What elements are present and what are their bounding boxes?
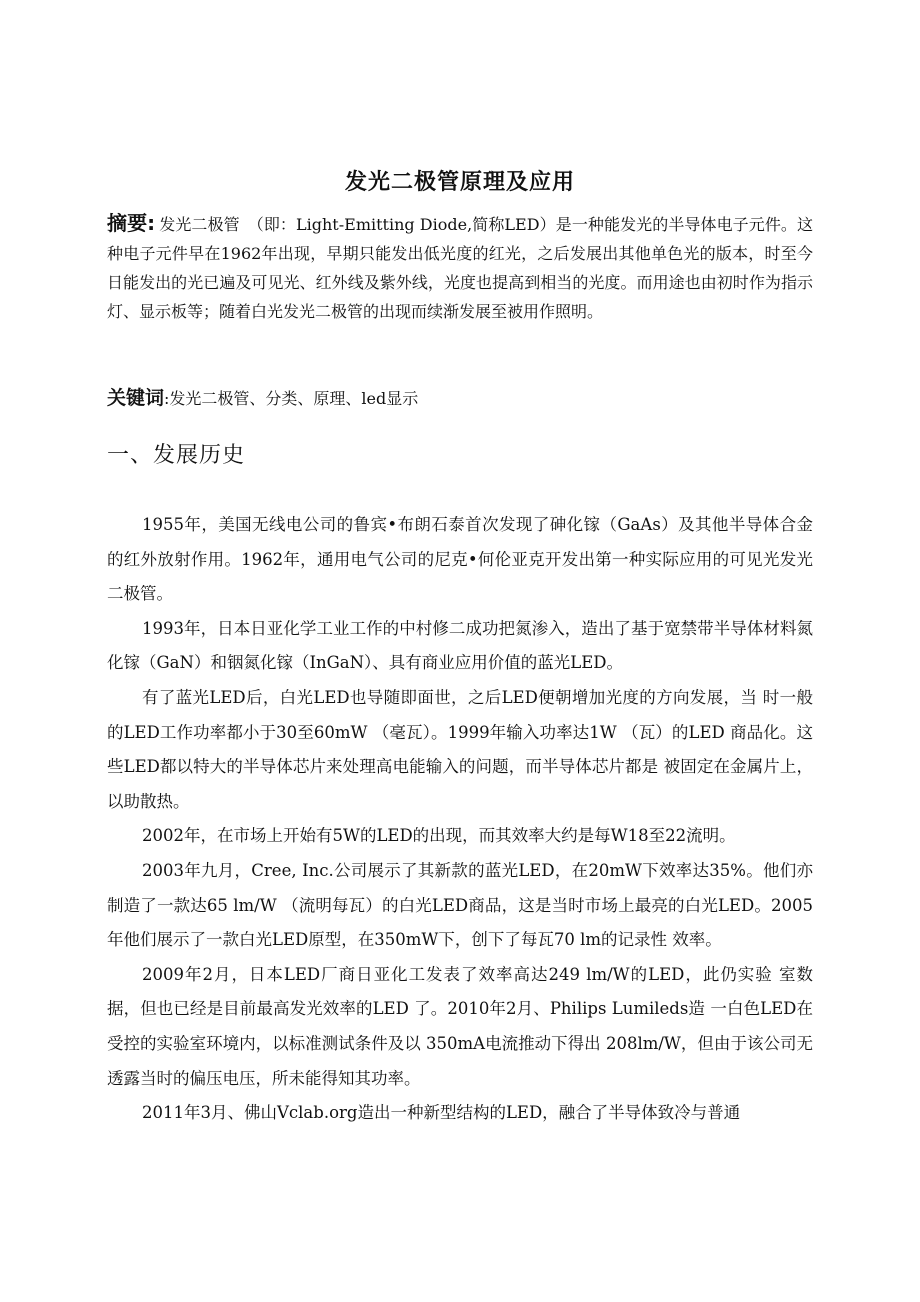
- paragraph: 2002年，在市场上开始有5W的LED的出现，而其效率大约是每W18至22流明。: [142, 826, 736, 846]
- keywords: [107, 383, 813, 414]
- abstract-text: 发光二极管 （即：Light-Emitting Diode,简称LED）是一种能发光的半导体电子元件。这种电子元件早在1962年出现，早期只能发出低光度的红光，之后发展出其他单色光的版本，时至今日能发出的光已遍及可见光、红外线及紫外线，光度也提高到相当的光度。而用途也由初时作为指示灯、显示板等；随着白光发光二极管的出现而续渐发展至被用作照明。: [107, 215, 813, 321]
- paragraph: 有了蓝光LED后，白光LED也导随即面世，之后LED便朝增加光度的方向发展，当 时一般的LED工作功率都小于30至60mW （毫瓦）。1999年输入功率达1W （瓦）的LED 商品化。这些LED都以特大的半导体芯片来处理高电能输入的问题，而半导体芯片都是 被固定在金属片上，以助散热。: [107, 687, 813, 811]
- section-heading-history: 一、发展历史: [107, 443, 246, 468]
- abstract-label: 摘要:: [107, 211, 156, 235]
- paragraph: 2011年3月、佛山Vclab.org造出一种新型结构的LED，融合了半导体致冷与普通: [142, 1103, 741, 1123]
- section-body-history: [107, 508, 813, 1131]
- paragraph: 1955年，美国无线电公司的鲁宾•布朗石泰首次发现了砷化镓（GaAs）及其他半导体合金的红外放射作用。1962年，通用电气公司的尼克•何伦亚克开发出第一种实际应用的可见光发光二极管。: [107, 515, 813, 604]
- abstract: [107, 209, 813, 326]
- document-title: 发光二极管原理及应用: [344, 170, 575, 195]
- paragraph: 1993年，日本日亚化学工业工作的中村修二成功把氮渗入，造出了基于宽禁带半导体材料氮化镓（GaN）和铟氮化镓（InGaN）、具有商业应用价值的蓝光LED。: [107, 618, 813, 673]
- paragraph: 2003年九月，Cree, Inc.公司展示了其新款的蓝光LED，在20mW下效率达35%。他们亦制造了一款达65 lm/W （流明每瓦）的白光LED商品，这是当时市场上最亮的白光LED。2005年他们展示了一款白光LED原型，在350mW下，创下了每瓦70 lm的记录性 效率。: [107, 860, 813, 950]
- keywords-text: :发光二极管、分类、原理、led显示: [164, 389, 419, 408]
- keywords-label: 关键词: [107, 387, 165, 409]
- paragraph: 2009年2月，日本LED厂商日亚化工发表了效率高达249 lm/W的LED，此仍实验 室数据，但也已经是目前最高发光效率的LED 了。2010年2月、Philips Lumileds造 一白色LED在受控的实验室环境内，以标准测试条件及以 350mA电流推动下得出 208lm/W，但由于该公司无透露当时的偏压电压，所未能得知其功率。: [107, 964, 813, 1088]
